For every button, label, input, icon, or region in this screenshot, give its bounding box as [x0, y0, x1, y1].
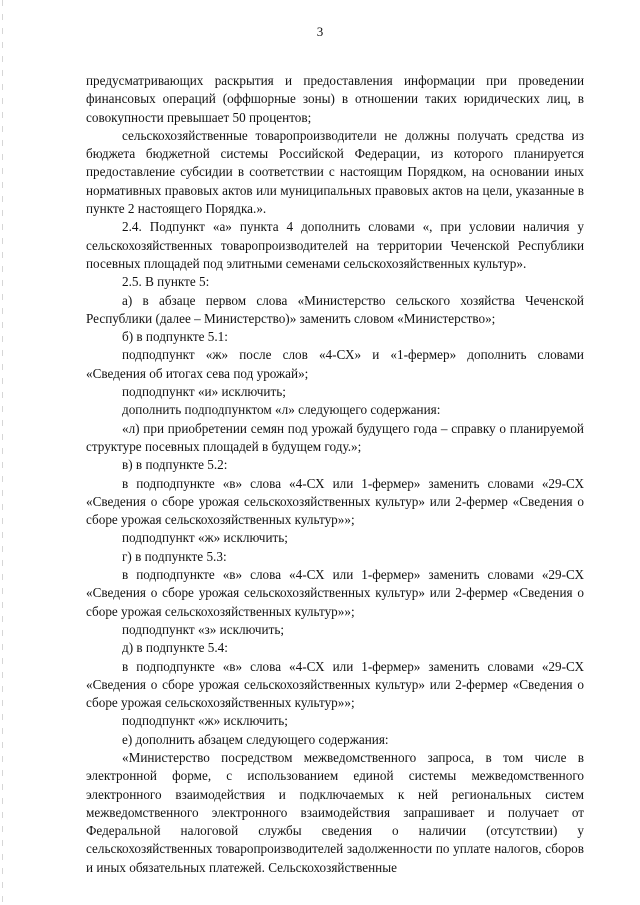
paragraph: «л) при приобретении семян под урожай будущего года – справку о планируемой структуре посевных площадей в будущем году.»; [86, 420, 584, 454]
paragraph: подподпункт «ж» исключить; [122, 530, 288, 546]
paragraph: подподпункт «з» исключить; [122, 621, 285, 637]
paragraph: д) в подпункте 5.4: [122, 640, 228, 656]
page-number: 3 [316, 24, 324, 39]
paragraph: подподпункт «и» исключить; [122, 384, 286, 400]
paragraph: в) в подпункте 5.2: [122, 457, 228, 473]
scan-edge-artifact [2, 0, 3, 905]
document-body [86, 72, 584, 877]
paragraph: в подподпункте «в» слова «4-СХ или 1-фермер» заменить словами «29-СХ «Сведения о сборе урожая сельскохозяйственных культур» или 2-фермер «Сведения о сборе урожая сельскохозяйственных культур»»; [86, 475, 584, 528]
paragraph: в подподпункте «в» слова «4-СХ или 1-фермер» заменить словами «29-СХ «Сведения о сборе урожая сельскохозяйственных культур» или 2-фермер «Сведения о сборе урожая сельскохозяйственных культур»»; [86, 658, 584, 711]
paragraph: е) дополнить абзацем следующего содержания: [122, 731, 389, 747]
paragraph: в подподпункте «в» слова «4-СХ или 1-фермер» заменить словами «29-СХ «Сведения о сборе урожая сельскохозяйственных культур» или 2-фермер «Сведения о сборе урожая сельскохозяйственных культур»»; [86, 567, 584, 619]
paragraph: предусматривающих раскрытия и предоставления информации при проведении финансовых операций (оффшорные зоны) в отношении таких юридических лиц, в совокупности превышает 50 процентов; [86, 73, 584, 125]
paragraph: сельскохозяйственные товаропроизводители не должны получать средства из бюджета бюджетной системы Российской Федерации, из которого планируется предоставление субсидии в соответствии с настоящим Порядком, на основании иных нормативных правовых актов или муниципальных правовых актов на цели, указанные в пункте 2 настоящего Порядка.». [86, 127, 584, 217]
paragraph: г) в подпункте 5.3: [122, 548, 227, 564]
paragraph: подподпункт «ж» после слов «4-СХ» и «1-фермер» дополнить словами «Сведения об итогах сева под урожай»; [86, 347, 584, 381]
paragraph: а) в абзаце первом слова «Министерство сельского хозяйства Чеченской Республики (далее – Министерство)» заменить словом «Министерство»; [86, 292, 584, 326]
paragraph: 2.4. Подпункт «а» пункта 4 дополнить словами «, при условии наличия у сельскохозяйственных товаропроизводителей на территории Чеченской Республики посевных площадей под элитными семенами сельскохозяйственных культур». [86, 219, 584, 271]
paragraph: 2.5. В пункте 5: [122, 274, 210, 290]
paragraph: дополнить подподпунктом «л» следующего содержания: [122, 402, 441, 418]
paragraph: «Министерство посредством межведомственного запроса, в том числе в электронной форме, с использованием единой системы межведомственного электронного взаимодействия и подключаемых к ней региональных систем межведомственного электронного взаимодействия запрашивает и получает от Федеральной налоговой службы сведения о наличии (отсутствии) у сельскохозяйственных товаропроизводителей задолженности по уплате налогов, сборов и иных обязательных платежей. Сельскохозяйственные [86, 749, 584, 875]
paragraph: подподпункт «ж» исключить; [122, 713, 288, 729]
paragraph: б) в подпункте 5.1: [122, 329, 228, 345]
